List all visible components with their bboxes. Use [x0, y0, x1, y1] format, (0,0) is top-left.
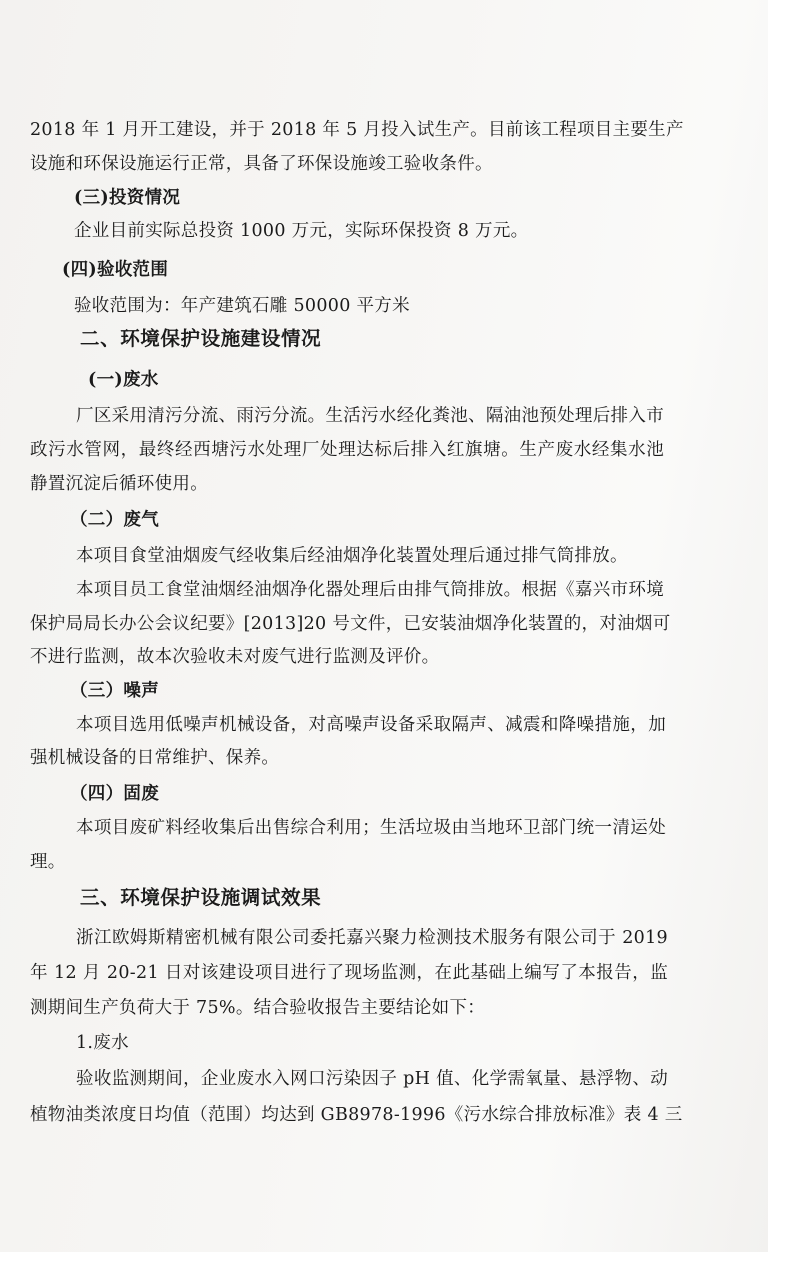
section-heading-3: 三、环境保护设施调试效果 [80, 886, 322, 909]
para-solid-waste-2: 理。 [30, 852, 66, 872]
heading-noise: （三）噪声 [70, 681, 159, 701]
para-waste-gas-2: 本项目员工食堂油烟经油烟净化器处理后由排气筒排放。根据《嘉兴市环境 [76, 580, 664, 600]
para-line-1: 2018 年 1 月开工建设，并于 2018 年 5 月投入试生产。目前该工程项目主要生产 [30, 120, 684, 140]
para-monitoring-3: 测期间生产负荷大于 75%。结合验收报告主要结论如下： [30, 998, 486, 1018]
heading-investment: (三)投资情况 [74, 188, 181, 208]
heading-wastewater: (一)废水 [88, 370, 159, 390]
para-monitoring-2: 年 12 月 20-21 日对该建设项目进行了现场监测，在此基础上编写了本报告，监 [30, 963, 668, 983]
heading-acceptance-scope: (四)验收范围 [62, 260, 169, 280]
para-wastewater-1: 厂区采用清污分流、雨污分流。生活污水经化粪池、隔油池预处理后排入市 [76, 406, 664, 426]
para-wastewater-3: 静置沉淀后循环使用。 [30, 474, 208, 494]
heading-wastewater-results: 1.废水 [76, 1033, 129, 1053]
para-noise-1: 本项目选用低噪声机械设备，对高噪声设备采取隔声、减震和降噪措施，加 [76, 715, 666, 735]
para-results-1: 验收监测期间，企业废水入网口污染因子 pH 值、化学需氧量、悬浮物、动 [76, 1069, 668, 1089]
para-investment: 企业目前实际总投资 1000 万元，实际环保投资 8 万元。 [74, 221, 529, 241]
para-results-2: 植物油类浓度日均值（范围）均达到 GB8978-1996《污水综合排放标准》表 4 三 [30, 1105, 683, 1125]
heading-solid-waste: （四）固废 [70, 784, 159, 804]
heading-waste-gas: （二）废气 [70, 510, 159, 530]
para-monitoring-1: 浙江欧姆斯精密机械有限公司委托嘉兴聚力检测技术服务有限公司于 2019 [76, 928, 668, 948]
para-acceptance-scope: 验收范围为：年产建筑石雕 50000 平方米 [74, 296, 410, 316]
para-noise-2: 强机械设备的日常维护、保养。 [30, 748, 280, 768]
para-waste-gas-1: 本项目食堂油烟废气经收集后经油烟净化装置处理后通过排气筒排放。 [76, 546, 628, 566]
page-margin-bottom [0, 1252, 800, 1263]
para-waste-gas-3: 保护局局长办公会议纪要》[2013]20 号文件，已安装油烟净化装置的，对油烟可 [30, 614, 671, 634]
section-heading-2: 二、环境保护设施建设情况 [80, 327, 322, 350]
para-wastewater-2: 政污水管网，最终经西塘污水处理厂处理达标后排入红旗塘。生产废水经集水池 [30, 440, 664, 460]
para-solid-waste-1: 本项目废矿料经收集后出售综合利用；生活垃圾由当地环卫部门统一清运处 [76, 818, 666, 838]
para-line-2: 设施和环保设施运行正常，具备了环保设施竣工验收条件。 [30, 154, 493, 174]
page-margin-right [768, 0, 800, 1263]
para-waste-gas-4: 不进行监测，故本次验收未对废气进行监测及评价。 [30, 647, 440, 667]
